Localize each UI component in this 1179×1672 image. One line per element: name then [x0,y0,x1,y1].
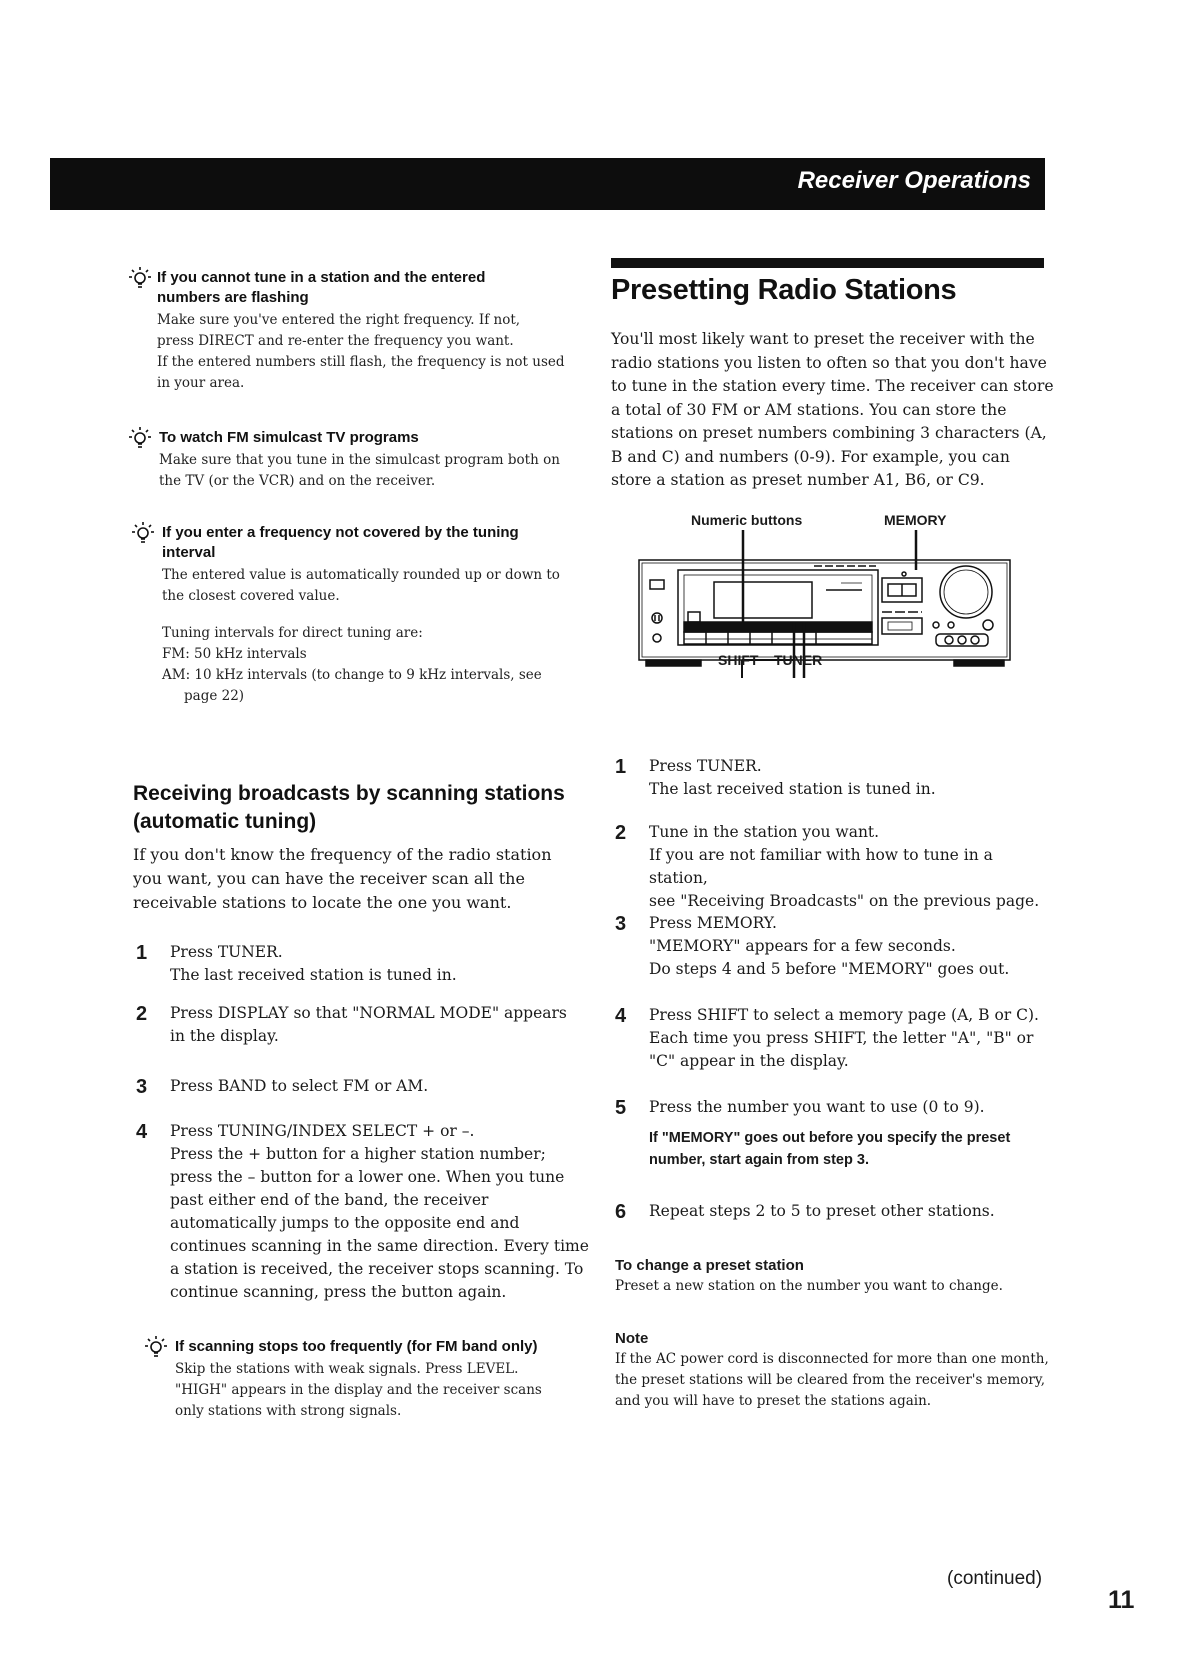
scan-step-3: 3 Press BAND to select FM or AM. [136,1076,429,1098]
tip-scanning-stops [143,1337,603,1422]
preset-step-3: 3 Press MEMORY. "MEMORY" appears for a few seconds. Do steps 4 and 5 before "MEMORY" goes out. [615,912,1055,981]
step-number: 3 [136,1076,148,1098]
scan-step-2: 2 Press DISPLAY so that "NORMAL MODE" appears in the display. [136,1002,596,1048]
section-title: Receiver Operations [797,167,1031,194]
label-tuner: TUNER [774,652,823,668]
scan-step-1: 1 Press TUNER. The last received station is tuned in. [136,941,596,987]
preset-step-6: 6 Repeat steps 2 to 5 to preset other stations. [615,1201,995,1223]
scanning-intro: If you don't know the frequency of the radio station you want, you can have the receiver scan all the receivable stations to locate the one you want. [133,845,552,912]
tip-body: Make sure you've entered the right frequency. If not, press DIRECT and re-enter the frequency you want. If the entered numbers still flash, the frequency is not used in your area. [157,312,565,391]
scanning-heading: Receiving broadcasts by scanning stations (automatic tuning) [133,782,565,833]
step-number: 5 [615,1097,627,1119]
step-number: 2 [136,1003,148,1025]
lightbulb-icon [130,521,156,549]
label-memory: MEMORY [884,512,947,528]
tip-frequency-interval [130,523,590,707]
receiver-diagram [636,512,1016,718]
header-bar [50,158,1045,210]
tip-heading: If scanning stops too frequently (for FM band only) [175,1338,538,1355]
page-number: 11 [1108,1586,1135,1614]
lightbulb-icon [143,1335,169,1363]
preset-step-4: 4 Press SHIFT to select a memory page (A, B or C). Each time you press SHIFT, the letter "A", "B" or "C" appear in the display. [615,1004,1055,1073]
tip-heading: To watch FM simulcast TV programs [159,429,419,446]
change-preset-section [615,1257,1065,1297]
label-shift: SHIFT [718,652,759,668]
tip-cannot-tune [127,268,587,394]
lightbulb-icon [127,426,153,454]
note-heading: Note [615,1330,649,1347]
scan-step-4: 4 Press TUNING/INDEX SELECT + or –. Press the + button for a higher station number; press the – button for a lower one. When you tune past either end of the band, the receiver automatically jumps to the opposite end and continues scanning in the same direction. Every time a station is received, the receiver stops scanning. To continue scanning, press the button again. [136,1120,596,1304]
receiver-front-panel [636,530,1016,690]
preset-step-5: 5 Press the number you want to use (0 to 9). If "MEMORY" goes out before you specify the preset number, start again from step 3. [615,1096,1055,1171]
change-preset-body: Preset a new station on the number you want to change. [615,1278,1003,1294]
step-number: 1 [136,942,148,964]
step-number: 4 [136,1121,148,1143]
label-numeric-buttons: Numeric buttons [691,512,803,528]
heading-rule [611,258,1044,268]
preset-step-1: 1 Press TUNER. The last received station is tuned in. [615,755,1055,801]
change-preset-heading: To change a preset station [615,1257,804,1274]
step-number: 1 [615,756,627,778]
tuning-intervals: Tuning intervals for direct tuning are: FM: 50 kHz intervals AM: 10 kHz intervals (to change to 9 kHz intervals, see page 22) [162,625,542,704]
tip-heading: If you cannot tune in a station and the entered numbers are flashing [157,269,486,306]
step-number: 3 [615,913,627,935]
presetting-intro: You'll most likely want to preset the receiver with the radio stations you listen to often so that you don't have to tune in the station every time. The receiver can store a total of 30 FM or AM stations. You can store the stations on preset numbers combining 3 characters (A, B and C) and numbers (0-9). For example, you can store a station as preset number A1, B6, or C9. [611,330,1054,489]
tip-fm-simulcast [127,428,587,492]
tip-heading: If you enter a frequency not covered by the tuning interval [162,524,519,561]
preset-step-2: 2 Tune in the station you want. If you are not familiar with how to tune in a station, see "Receiving Broadcasts" on the previous page. [615,821,1055,913]
note-body: If the AC power cord is disconnected for more than one month, the preset stations will be cleared from the receiver's memory, and you will have to preset the stations again. [615,1351,1049,1409]
step-number: 6 [615,1201,627,1223]
note-section [615,1330,1065,1412]
continued-label: (continued) [947,1568,1043,1589]
tip-body: The entered value is automatically rounded up or down to the closest covered value. [162,567,560,604]
step-number: 4 [615,1005,627,1027]
tip-body: Skip the stations with weak signals. Press LEVEL. "HIGH" appears in the display and the receiver scans only stations with strong signals. [175,1361,542,1419]
page-title: Presetting Radio Stations [611,274,957,306]
step-number: 2 [615,822,627,844]
warning-text: If "MEMORY" goes out before you specify the preset number, start again from step 3. [649,1130,1011,1168]
tip-body: Make sure that you tune in the simulcast program both on the TV (or the VCR) and on the receiver. [159,452,560,489]
lightbulb-icon [127,266,153,294]
